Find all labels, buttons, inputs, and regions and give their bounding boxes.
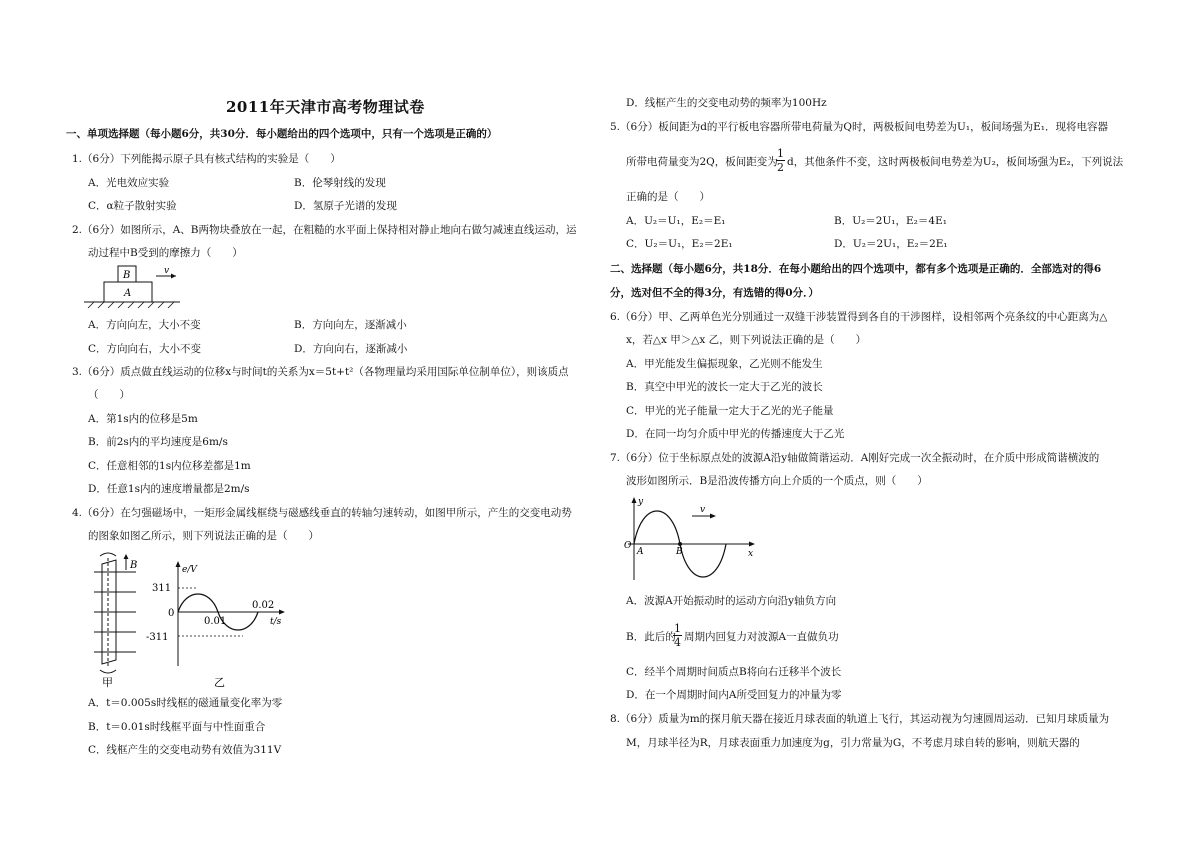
q7-frac-denominator: 4 — [674, 636, 681, 649]
t2-label: 0.02 — [252, 600, 275, 611]
caption-jia: 甲 — [102, 676, 113, 689]
q7-option-a: A．波源A开始振动时的运动方向沿y轴负方向 — [626, 595, 837, 607]
q6-option-d: D．在同一均匀介质中甲光的传播速度大于乙光 — [626, 428, 845, 440]
q5-option-b: B．U₂＝2U₁，E₂＝4E₁ — [834, 215, 947, 227]
q3-option-b: B．前2s内的平均速度是6m/s — [88, 436, 228, 448]
q4-option-c: C．线框产生的交变电动势有效值为311V — [88, 744, 282, 756]
source-a-label: A — [637, 547, 644, 557]
q7-fraction — [673, 622, 682, 649]
page-title: 2011年天津市高考物理试卷 — [226, 98, 425, 116]
velocity-label: v — [164, 266, 170, 276]
block-a-label: A — [124, 288, 132, 299]
q4-stem-line1: 4.（6分）在匀强磁场中，一矩形金属线框绕与磁感线垂直的转轴匀速转动，如图甲所示，产生的交变电动势 — [72, 507, 572, 519]
t-axis-label: t/s — [270, 617, 282, 627]
q4-option-b: B．t＝0.01s时线框平面与中性面重合 — [88, 721, 266, 733]
ymax-label: 311 — [152, 583, 172, 594]
section-2-heading-line1: 二、选择题（每小题6分，共18分．在每小题给出的四个选项中，都有多个选项是正确的．全部选对的得6 — [610, 263, 1102, 275]
q7-frac-numerator: 1 — [674, 622, 681, 635]
q5-option-d: D．U₂＝2U₁，E₂＝2E₁ — [834, 238, 948, 250]
q4-option-a: A．t＝0.005s时线框的磁通量变化率为零 — [88, 697, 283, 709]
e-axis-label: e/V — [182, 565, 197, 575]
q2-option-b: B．方向向左，逐渐减小 — [294, 319, 407, 331]
q3-stem-line1: 3.（6分）质点做直线运动的位移x与时间t的关系为x＝5t+t²（各物理量均采用国际单位制单位），则该质点 — [72, 366, 569, 378]
q1-option-a: A．光电效应实验 — [88, 177, 170, 189]
q5-option-a: A．U₂＝U₁，E₂＝E₁ — [626, 215, 726, 227]
point-b — [678, 542, 682, 546]
q1-option-b: B．伦琴射线的发现 — [294, 177, 386, 189]
q7-option-b-post: 周期内回复力对波源A一直做负功 — [684, 631, 839, 643]
b-field-label: B — [130, 560, 138, 571]
q2-blocks-figure — [84, 264, 184, 310]
q7-stem-line2: 波形如图所示．B是沿波传播方向上介质的一个质点，则（ ） — [626, 475, 928, 487]
q7-option-c: C．经半个周期时间质点B将向右迁移半个波长 — [626, 666, 842, 678]
zero-label: 0 — [168, 608, 175, 619]
rotation-arc-bottom — [100, 670, 116, 673]
q5-stem-line3: 正确的是（ ） — [626, 191, 710, 203]
q2-option-a: A．方向向左，大小不变 — [88, 319, 201, 331]
q7-stem-line1: 7.（6分）位于坐标原点处的波源A沿y轴做简谐运动．A刚好完成一次全振动时，在介质中形成简谐横波的 — [610, 452, 1100, 464]
wave-velocity-label: v — [700, 505, 706, 515]
q4-stem-line2: 的图象如图乙所示，则下列说法正确的是（ ） — [88, 530, 319, 542]
q2-option-c: C．方向向右，大小不变 — [88, 343, 202, 355]
q2-stem-line2: 动过程中B受到的摩擦力（ ） — [88, 247, 243, 259]
origin-label: O — [624, 541, 632, 551]
q5-frac-numerator: 1 — [777, 147, 784, 160]
block-b-label: B — [123, 270, 131, 281]
coil-figure — [94, 553, 136, 673]
q6-option-b: B．真空中甲光的波长一定大于乙光的波长 — [626, 381, 823, 393]
y-axis-arrowhead — [632, 497, 637, 503]
x-axis-arrowhead — [749, 542, 755, 547]
q3-option-a: A．第1s内的位移是5m — [88, 413, 198, 425]
y-axis-label: y — [638, 497, 644, 507]
q4-option-d: D．线框产生的交变电动势的频率为100Hz — [626, 97, 827, 109]
q8-stem-line1: 8.（6分）质量为m的探月航天器在接近月球表面的轨道上飞行，其运动视为匀速圆周运动．已知月球质量为 — [610, 713, 1110, 725]
q5-stem-line2a: 所带电荷量变为2Q，板间距变为 — [626, 156, 778, 168]
q2-stem-line1: 2.（6分）如图所示，A、B两物块叠放在一起，在粗糙的水平面上保持相对静止地向右做匀减速直线运动，运 — [72, 224, 577, 236]
q4-figure — [86, 550, 316, 690]
q6-stem-line1: 6.（6分）甲、乙两单色光分别通过一双缝干涉装置得到各自的干涉图样，设相邻两个亮条纹的中心距离为△ — [610, 311, 1108, 323]
q3-option-d: D．任意1s内的速度增量都是2m/s — [88, 483, 250, 495]
q6-option-a: A．甲光能发生偏振现象，乙光则不能发生 — [626, 358, 823, 370]
wave-velocity-arrowhead — [710, 514, 716, 519]
q1-stem: 1.（6分）下列能揭示原子具有核式结构的实验是（ ） — [72, 153, 341, 165]
section-2-heading-line2: 分，选对但不全的得3分，有选错的得0分．） — [610, 287, 819, 299]
caption-yi: 乙 — [214, 676, 225, 689]
x-axis-label: x — [748, 549, 754, 559]
rotation-arc-top — [100, 553, 116, 556]
q7-option-b-pre: B．此后的 — [626, 631, 676, 643]
q5-fraction — [776, 147, 785, 174]
t1-label: 0.01 — [204, 616, 227, 627]
q1-option-d: D．氢原子光谱的发现 — [294, 200, 397, 212]
q5-stem-line2b: d，其他条件不变，这时两极板间电势差为U₂，板间场强为E₂，下列说法 — [787, 156, 1124, 168]
q7-option-d: D．在一个周期时间内A所受回复力的冲量为零 — [626, 689, 842, 701]
t-axis-arrowhead — [279, 610, 285, 615]
b-arrowhead — [124, 554, 129, 559]
e-axis-arrowhead — [176, 561, 181, 567]
q5-frac-denominator: 2 — [777, 161, 784, 174]
section-1-heading: 一、单项选择题（每小题6分，共30分．每小题给出的四个选项中，只有一个选项是正确的） — [66, 128, 498, 140]
q2-option-d: D．方向向右，逐渐减小 — [294, 343, 408, 355]
q3-option-c: C．任意相邻的1s内位移差都是1m — [88, 460, 251, 472]
q7-wave-figure — [624, 494, 764, 582]
ground-hatching — [88, 302, 174, 308]
q5-option-c: C．U₂＝U₁，E₂＝2E₁ — [626, 238, 733, 250]
q6-stem-line2: x，若△x 甲＞△x 乙，则下列说法正确的是（ ） — [626, 334, 867, 346]
point-b-label: B — [676, 547, 683, 557]
velocity-arrowhead — [171, 274, 176, 279]
q8-stem-line2: M，月球半径为R，月球表面重力加速度为g，引力常量为G，不考虑月球自转的影响，则航天器的 — [626, 737, 1080, 749]
ymin-label: -311 — [146, 632, 169, 643]
q5-stem-line1: 5.（6分）板间距为d的平行板电容器所带电荷量为Q时，两极板间电势差为U₁，板间场强为E₁．现将电容器 — [610, 121, 1108, 133]
q1-option-c: C．α粒子散射实验 — [88, 200, 177, 212]
q6-option-c: C．甲光的光子能量一定大于乙光的光子能量 — [626, 405, 834, 417]
q3-stem-line2: （ ） — [88, 389, 130, 401]
